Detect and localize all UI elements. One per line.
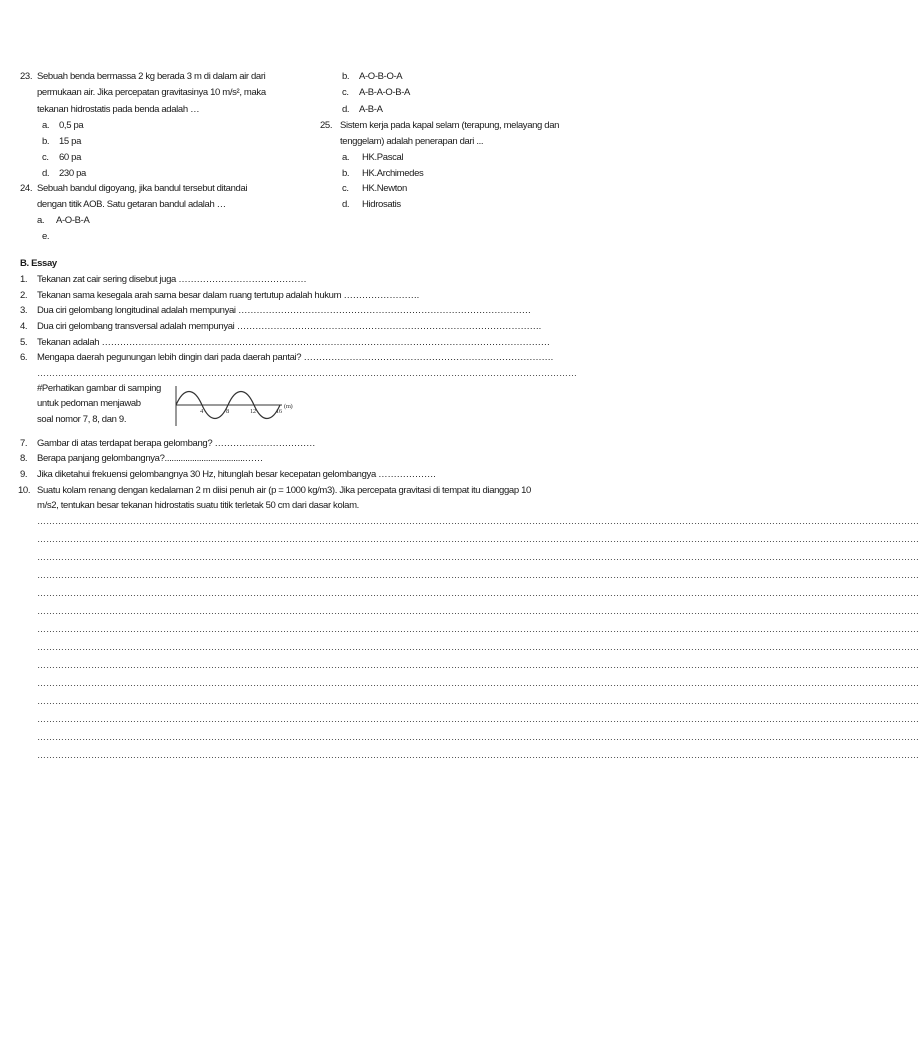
essay-item-text: Tekanan sama kesegala arah sama besar dalam ruang tertutup adalah hukum …………………….: [37, 290, 419, 301]
figure-note-line: #Perhatikan gambar di samping: [37, 383, 161, 394]
essay-item-text: Tekanan zat cair sering disebut juga ……………………………………: [37, 274, 307, 285]
option-letter: b.: [342, 168, 350, 179]
question-text-line: tekanan hidrostatis pada benda adalah …: [37, 104, 200, 115]
figure-note-line: untuk pedoman menjawab: [37, 398, 141, 409]
essay-item-text: Berapa panjang gelombangnya?...................................……: [37, 453, 263, 464]
option-text: 230 pa: [59, 168, 86, 179]
wave-figure: [170, 384, 310, 428]
question-text-line: permukaan air. Jika percepatan gravitasinya 10 m/s², maka: [37, 87, 266, 98]
answer-line: ……………………………………………………………………………………………………………………………………………………………………………………………………………………………………………………………………: [37, 606, 919, 616]
essay-item-text: Mengapa daerah pegunungan lebih dingin dari pada daerah pantai? ……………………………………………………………………….: [37, 352, 553, 363]
answer-line: ……………………………………………………………………………………………………………………………………………………………………………………………………………………………………………………………………: [37, 642, 919, 652]
answer-line: ……………………………………………………………………………………………………………………………………………………………………………………………………………………………………………………………………: [37, 534, 919, 544]
essay-item-number: 7.: [20, 438, 28, 449]
wave-tick-label: 8: [226, 408, 229, 415]
answer-line: ……………………………………………………………………………………………………………………………………………………………………………………………………………………………………………………………………: [37, 696, 919, 706]
question-number: 24.: [20, 183, 33, 194]
essay-item-text: m/s2, tentukan besar tekanan hidrostatis suatu titik terletak 50 cm dari dasar kolam.: [37, 500, 359, 511]
question-text-line: Sebuah bandul digoyang, jika bandul tersebut ditandai: [37, 183, 248, 194]
wave-axis-unit: (m): [284, 403, 293, 410]
essay-item-number: 8.: [20, 453, 28, 464]
option-letter: a.: [342, 152, 350, 163]
essay-item-number: 1.: [20, 274, 28, 285]
essay-item-number: 5.: [20, 337, 28, 348]
essay-item-number: 2.: [20, 290, 28, 301]
essay-item-number: 4.: [20, 321, 28, 332]
answer-line: ……………………………………………………………………………………………………………………………………………………………………………………………………………………………………………………………………: [37, 570, 919, 580]
question-text-line: tenggelam) adalah penerapan dari ...: [340, 136, 484, 147]
essay-item-number: 3.: [20, 305, 28, 316]
option-text: HK.Archimedes: [362, 168, 424, 179]
answer-line: ……………………………………………………………………………………………………………………………………………………………………………………………………………………………………………………………………: [37, 714, 919, 724]
option-letter: a.: [37, 215, 45, 226]
answer-line: ……………………………………………………………………………………………………………………………………………………………………………………………………………………………………………………………………: [37, 516, 919, 526]
option-text: 15 pa: [59, 136, 82, 147]
essay-item-text: Gambar di atas terdapat berapa gelombang? ……………………………: [37, 438, 316, 449]
option-text: 60 pa: [59, 152, 82, 163]
answer-line: ……………………………………………………………………………………………………………………………………………………………………………………………………………………………………………………………………: [37, 678, 919, 688]
question-text-line: Sistem kerja pada kapal selam (terapung, melayang dan: [340, 120, 560, 131]
option-text: HK.Newton: [362, 183, 407, 194]
answer-line: ……………………………………………………………………………………………………………………………………………………………………………………………………………………………………………………………………: [37, 732, 919, 742]
essay-item-text: Dua ciri gelombang transversal adalah mempunyai ……………………………………………………………………………………….: [37, 321, 541, 332]
option-letter: c.: [42, 152, 49, 163]
question-text-line: dengan titik AOB. Satu getaran bandul adalah …: [37, 199, 226, 210]
essay-item-text: Dua ciri gelombang longitudinal adalah mempunyai ……………………………………………………………………………………: [37, 305, 531, 316]
option-text: A-B-A-O-B-A: [359, 87, 411, 98]
option-letter: c.: [342, 87, 349, 98]
wave-tick-label: 12: [250, 408, 256, 415]
option-text: HK.Pascal: [362, 152, 404, 163]
answer-line: ……………………………………………………………………………………………………………………………………………………………………………………………………………………………………………………………………: [37, 624, 919, 634]
essay-item-text: Suatu kolam renang dengan kedalaman 2 m diisi penuh air (p = 1000 kg/m3). Jika percepata gravitasi di tempat itu dianggap 10: [37, 485, 531, 496]
answer-line: ………………………………………………………………………………………………………………………………………………………………: [37, 368, 577, 378]
essay-item-number: 10.: [18, 485, 31, 496]
essay-item-text: Jika diketahui frekuensi gelombangnya 30 Hz, hitunglah besar kecepatan gelombangya ……………….: [37, 469, 436, 480]
essay-item-text: Tekanan adalah …………………………………………………………………………………………………………………………………: [37, 337, 550, 348]
option-text: 0,5 pa: [59, 120, 84, 131]
wave-tick-label: 16: [276, 408, 282, 415]
wave-tick-label: 4: [200, 408, 203, 415]
option-text: A-O-B-A: [56, 215, 90, 226]
option-letter: b.: [342, 71, 350, 82]
figure-note-line: soal nomor 7, 8, dan 9.: [37, 414, 127, 425]
option-letter: d.: [342, 199, 350, 210]
question-number: 25.: [320, 120, 333, 131]
option-text: A-B-A: [359, 104, 383, 115]
answer-line: ……………………………………………………………………………………………………………………………………………………………………………………………………………………………………………………………………: [37, 552, 919, 562]
essay-item-number: 6.: [20, 352, 28, 363]
essay-item-number: 9.: [20, 469, 28, 480]
answer-line: ……………………………………………………………………………………………………………………………………………………………………………………………………………………………………………………………………: [37, 750, 919, 760]
essay-heading: B. Essay: [20, 258, 57, 269]
option-letter: b.: [42, 136, 50, 147]
question-number: 23.: [20, 71, 33, 82]
answer-line: ……………………………………………………………………………………………………………………………………………………………………………………………………………………………………………………………………: [37, 588, 919, 598]
option-text: A-O-B-O-A: [359, 71, 403, 82]
option-letter: d.: [342, 104, 350, 115]
option-letter: d.: [42, 168, 50, 179]
question-text-line: Sebuah benda bermassa 2 kg berada 3 m di dalam air dari: [37, 71, 266, 82]
option-text: Hidrosatis: [362, 199, 401, 210]
option-letter: e.: [42, 231, 50, 242]
option-letter: a.: [42, 120, 50, 131]
answer-line: ……………………………………………………………………………………………………………………………………………………………………………………………………………………………………………………………………: [37, 660, 919, 670]
option-letter: c.: [342, 183, 349, 194]
